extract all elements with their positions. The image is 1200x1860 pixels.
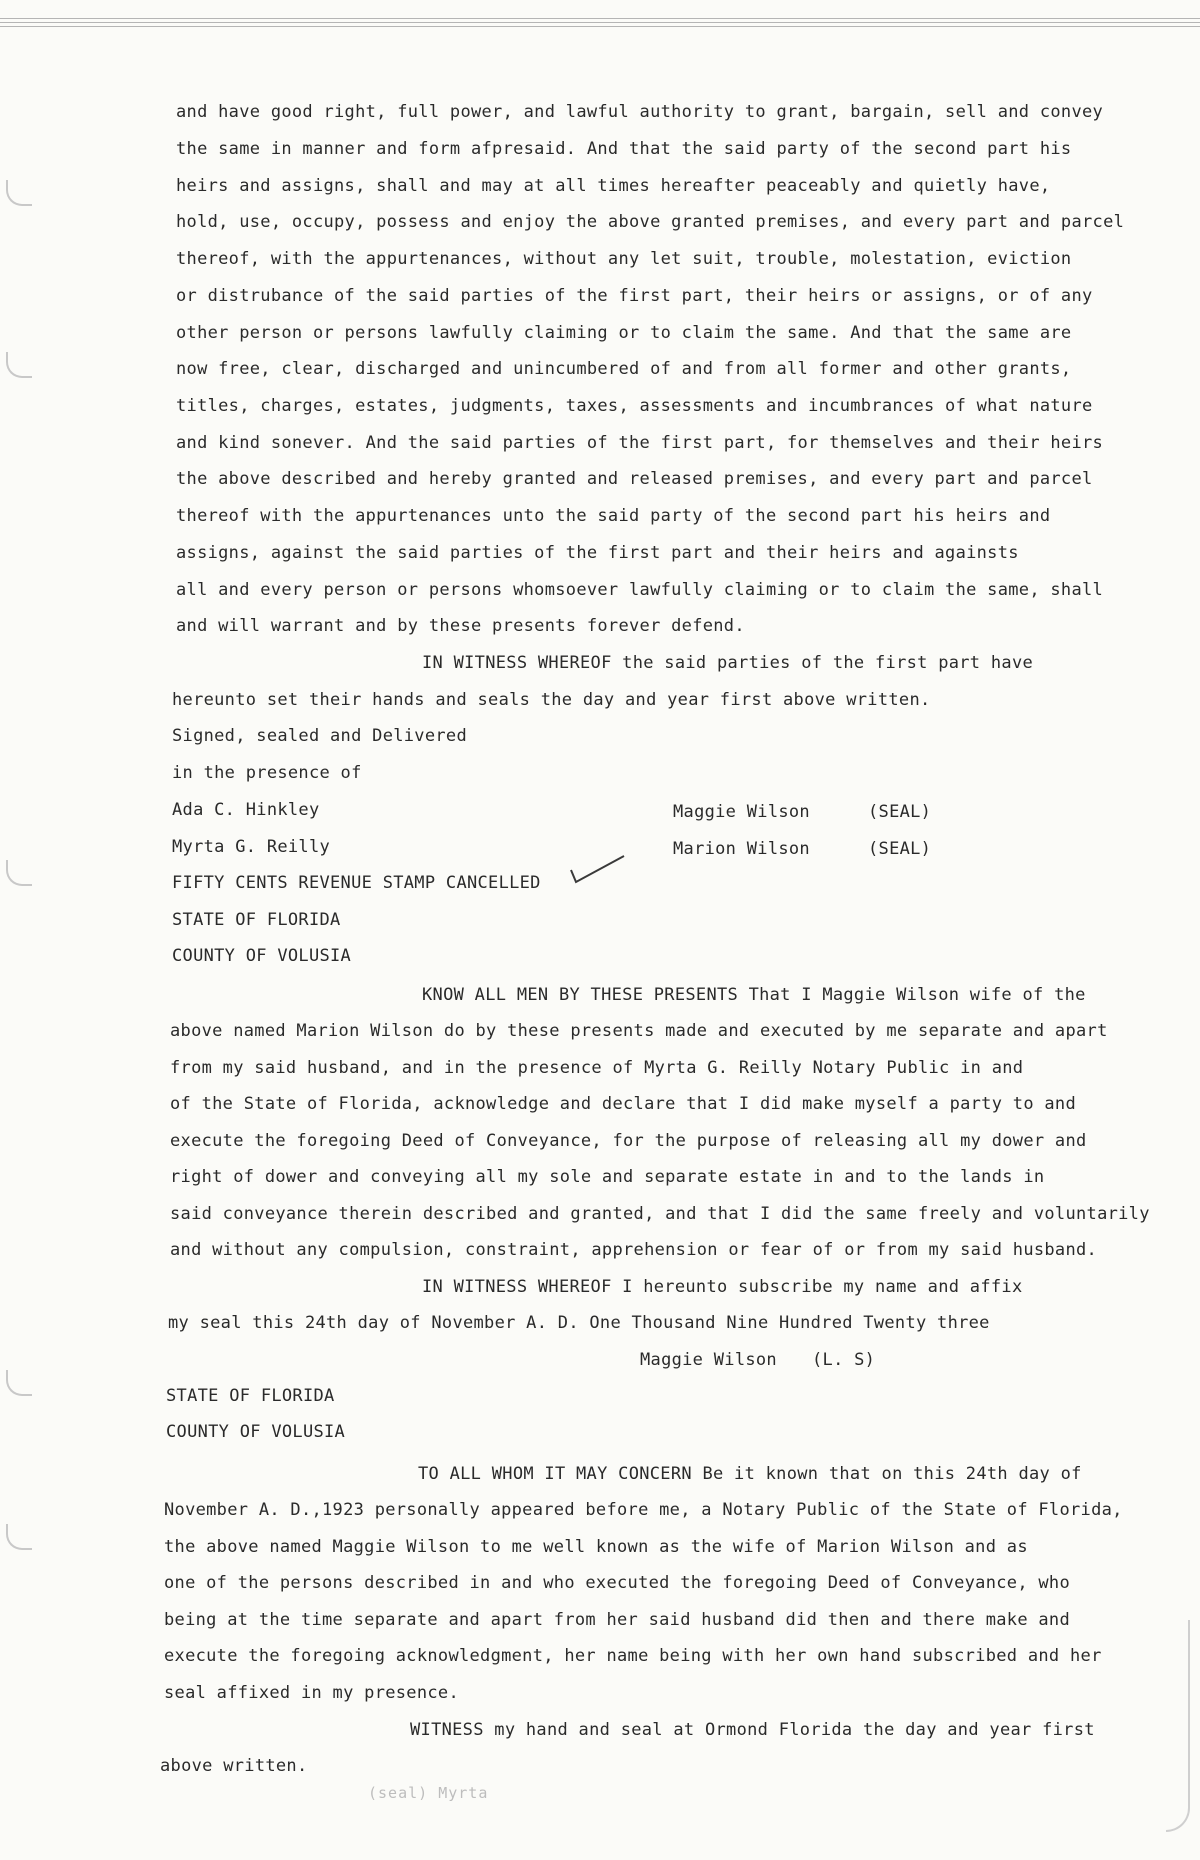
text-line: titles, charges, estates, judgments, taxes, assessments and incumbrances of what nature <box>176 396 1093 416</box>
text-line: IN WITNESS WHEREOF the said parties of the first part have <box>422 653 1034 673</box>
text-line: being at the time separate and apart from her said husband did then and there make and <box>164 1610 1070 1630</box>
seal-mark: (SEAL) <box>868 839 932 859</box>
text-line: said conveyance therein described and granted, and that I did the same freely and voluntarily <box>170 1204 1150 1224</box>
text-line: above named Marion Wilson do by these presents made and executed by me separate and apart <box>170 1021 1108 1041</box>
text-line: STATE OF FLORIDA <box>166 1386 335 1406</box>
text-line: now free, clear, discharged and unincumbered of and from all former and other grants, <box>176 359 1072 379</box>
text-line: and have good right, full power, and lawful authority to grant, bargain, sell and convey <box>176 102 1104 122</box>
text-line: Signed, sealed and Delivered <box>172 726 467 746</box>
text-line: from my said husband, and in the presence of Myrta G. Reilly Notary Public in and <box>170 1058 1024 1078</box>
text-line: thereof with the appurtenances unto the said party of the second part his heirs and <box>176 506 1051 526</box>
top-rule <box>0 26 1200 27</box>
text-line: WITNESS my hand and seal at Ormond Florida the day and year first <box>410 1720 1095 1740</box>
text-line: STATE OF FLORIDA <box>172 910 341 930</box>
page-corner-curl <box>1166 1620 1190 1832</box>
faint-signature: (seal) Myrta <box>368 1784 489 1802</box>
text-line: one of the persons described in and who executed the foregoing Deed of Conveyance, who <box>164 1573 1070 1593</box>
text-line: heirs and assigns, shall and may at all times hereafter peaceably and quietly have, <box>176 176 1051 196</box>
binder-ring-mark <box>6 860 32 886</box>
binder-ring-mark <box>6 352 32 378</box>
binder-ring-mark <box>6 1370 32 1396</box>
text-line: all and every person or persons whomsoever lawfully claiming or to claim the same, shall <box>176 580 1104 600</box>
text-line: KNOW ALL MEN BY THESE PRESENTS That I Maggie Wilson wife of the <box>422 985 1086 1005</box>
text-line: COUNTY OF VOLUSIA <box>172 946 352 966</box>
text-line: and kind sonever. And the said parties of the first part, for themselves and their heirs <box>176 433 1104 453</box>
text-line: above written. <box>160 1756 308 1776</box>
text-line: thereof, with the appurtenances, without any let suit, trouble, molestation, eviction <box>176 249 1072 269</box>
witness-name: Ada C. Hinkley <box>172 800 320 820</box>
text-line: seal affixed in my presence. <box>164 1683 459 1703</box>
text-line: right of dower and conveying all my sole and separate estate in and to the lands in <box>170 1167 1045 1187</box>
text-line: execute the foregoing acknowledgment, her name being with her own hand subscribed and her <box>164 1646 1102 1666</box>
text-line: or distrubance of the said parties of the first part, their heirs or assigns, or of any <box>176 286 1093 306</box>
text-line: November A. D.,1923 personally appeared before me, a Notary Public of the State of Florida, <box>164 1500 1123 1520</box>
text-line: FIFTY CENTS REVENUE STAMP CANCELLED <box>172 873 541 893</box>
text-line: COUNTY OF VOLUSIA <box>166 1422 346 1442</box>
text-line: execute the foregoing Deed of Conveyance, for the purpose of releasing all my dower and <box>170 1131 1087 1151</box>
seal-mark: (SEAL) <box>868 802 932 822</box>
signatory-name: Marion Wilson <box>673 839 810 859</box>
binder-ring-mark <box>6 1524 32 1550</box>
text-line: and without any compulsion, constraint, apprehension or fear of or from my said husband. <box>170 1240 1098 1260</box>
text-line: of the State of Florida, acknowledge and declare that I did make myself a party to and <box>170 1094 1076 1114</box>
top-rule <box>0 22 1200 23</box>
check-mark-icon <box>568 850 628 890</box>
text-line: and will warrant and by these presents forever defend. <box>176 616 745 636</box>
text-line: the same in manner and form afpresaid. And that the said party of the second part his <box>176 139 1072 159</box>
text-line: hereunto set their hands and seals the day and year first above written. <box>172 690 931 710</box>
text-line: hold, use, occupy, possess and enjoy the above granted premises, and every part and parcel <box>176 212 1125 232</box>
top-rule <box>0 18 1200 19</box>
text-line: IN WITNESS WHEREOF I hereunto subscribe my name and affix <box>422 1277 1023 1297</box>
witness-name: Myrta G. Reilly <box>172 837 331 857</box>
text-line: the above described and hereby granted and released premises, and every part and parcel <box>176 469 1093 489</box>
text-line: in the presence of <box>172 763 362 783</box>
seal-mark: (L. S) <box>812 1350 876 1370</box>
text-line: other person or persons lawfully claiming or to claim the same. And that the same are <box>176 323 1072 343</box>
text-line: the above named Maggie Wilson to me well known as the wife of Marion Wilson and as <box>164 1537 1028 1557</box>
binder-ring-mark <box>6 180 32 206</box>
signatory-name: Maggie Wilson <box>640 1350 777 1370</box>
text-line: my seal this 24th day of November A. D. One Thousand Nine Hundred Twenty three <box>168 1313 990 1333</box>
signatory-name: Maggie Wilson <box>673 802 810 822</box>
text-line: assigns, against the said parties of the first part and their heirs and againsts <box>176 543 1019 563</box>
text-line: TO ALL WHOM IT MAY CONCERN Be it known that on this 24th day of <box>418 1464 1082 1484</box>
